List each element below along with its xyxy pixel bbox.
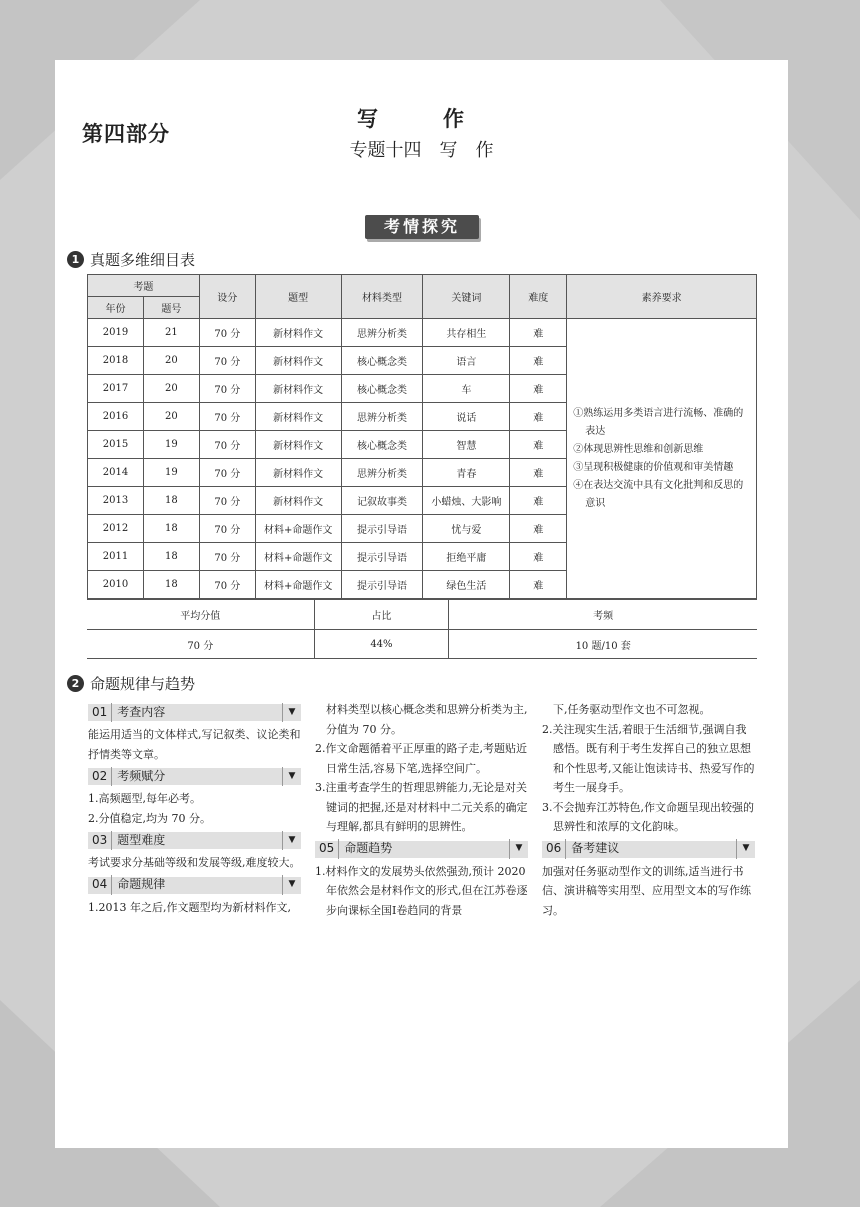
box-title: 考频赋分 [117,768,166,783]
table-row [88,319,757,347]
cell-material: 思辨分析类 [341,459,423,487]
cell-year: 2014 [88,459,144,487]
summary-value: 44% [314,630,449,659]
cell-type: 新材料作文 [255,319,341,347]
document-page [55,60,788,1148]
table-header: 题型 [255,275,341,319]
cell-score: 70 分 [199,543,255,571]
box-number: 01 [88,703,112,723]
page-subtitle: 专题十四 写 作 [349,140,494,161]
box-line: 2.分值稳定,均为 70 分。 [88,811,211,825]
cell-type: 材料+命题作文 [255,571,341,599]
box-line: 1.2013 年之后,作文题型均为新材料作文, [88,900,291,914]
cell-difficulty: 难 [510,571,567,599]
chevron-down-icon: ▼ [282,875,301,895]
cell-keyword: 忧与爱 [423,515,510,543]
cell-year: 2016 [88,403,144,431]
cell-keyword: 语言 [423,347,510,375]
cell-year: 2013 [88,487,144,515]
section-number-badge: 2 [67,675,84,692]
cell-number: 21 [143,319,199,347]
chevron-down-icon: ▼ [282,831,301,851]
table-header: 设分 [199,275,255,319]
cell-number: 20 [143,403,199,431]
cell-difficulty: 难 [510,375,567,403]
cell-year: 2011 [88,543,144,571]
section-2-heading [67,673,195,694]
cell-keyword: 说话 [423,403,510,431]
cell-number: 20 [143,375,199,403]
cell-keyword: 拒绝平庸 [423,543,510,571]
cell-year: 2017 [88,375,144,403]
summary-table [87,599,757,659]
cell-score: 70 分 [199,459,255,487]
cell-material: 思辨分析类 [341,403,423,431]
section-1-title: 真题多维细目表 [90,251,196,269]
cell-score: 70 分 [199,487,255,515]
box-title: 命题规律 [117,877,166,892]
box-line: 下,任务驱动型作文也不可忽视。 [553,703,711,716]
box-line: 3.不会抛弃江苏特色,作文命题呈现出较强的思辨性和浓厚的文化韵味。 [542,800,754,833]
box-title: 题型难度 [117,832,166,847]
cell-difficulty: 难 [510,459,567,487]
chevron-down-icon: ▼ [282,767,301,787]
cell-material: 核心概念类 [341,347,423,375]
cell-year: 2015 [88,431,144,459]
table-subheader: 题号 [143,297,199,319]
cell-difficulty: 难 [510,347,567,375]
section-number-badge: 1 [67,251,84,268]
requirement-item: ②体现思辨性思维和创新思维 [573,443,704,455]
cell-score: 70 分 [199,515,255,543]
summary-value: 70 分 [87,630,314,659]
summary-value: 10 题/10 套 [449,630,757,659]
box-number: 02 [88,767,112,787]
column-1 [88,704,301,917]
cell-score: 70 分 [199,571,255,599]
cell-type: 新材料作文 [255,431,341,459]
box-text: 考试要求分基础等级和发展等级,难度较大。 [88,856,301,869]
cell-keyword: 青春 [423,459,510,487]
cell-type: 材料+命题作文 [255,515,341,543]
table-header: 素养要求 [567,275,757,319]
box-header-02 [88,768,301,785]
cell-material: 思辨分析类 [341,319,423,347]
requirement-item: ④在表达交流中具有文化批判和反思的意识 [573,479,744,509]
chevron-down-icon: ▼ [509,839,528,859]
cell-number: 19 [143,459,199,487]
box-number: 03 [88,831,112,851]
table-header: 难度 [510,275,567,319]
cell-number: 18 [143,571,199,599]
chevron-down-icon: ▼ [282,703,301,723]
cell-material: 提示引导语 [341,543,423,571]
chevron-down-icon: ▼ [736,839,755,859]
cell-keyword: 绿色生活 [423,571,510,599]
cell-difficulty: 难 [510,403,567,431]
cell-material: 核心概念类 [341,431,423,459]
cell-material: 核心概念类 [341,375,423,403]
cell-keyword: 车 [423,375,510,403]
page-title: 写 作 [357,107,486,131]
cell-number: 19 [143,431,199,459]
cell-score: 70 分 [199,375,255,403]
cell-type: 新材料作文 [255,459,341,487]
box-text: 加强对任务驱动型作文的训练,适当进行书信、演讲稿等实用型、应用型文本的写作练习。 [542,864,751,917]
column-2 [315,700,528,920]
exam-detail-table [87,274,757,599]
cell-score: 70 分 [199,347,255,375]
cell-year: 2018 [88,347,144,375]
column-3 [542,700,755,924]
cell-year: 2019 [88,319,144,347]
cell-type: 新材料作文 [255,487,341,515]
table-subheader: 年份 [88,297,144,319]
box-text: 能运用适当的文体样式,写记叙类、议论类和抒情类等文章。 [88,728,301,761]
cell-difficulty: 难 [510,487,567,515]
cell-year: 2010 [88,571,144,599]
requirement-item: ③呈现积极健康的价值观和审美情趣 [573,461,734,473]
box-header-05 [315,841,528,858]
summary-header: 平均分值 [87,600,314,630]
box-line: 材料类型以核心概念类和思辨分析类为主,分值为 70 分。 [326,703,528,736]
box-header-03 [88,832,301,849]
cell-number: 18 [143,543,199,571]
cell-keyword: 小蜡烛、大影响 [423,487,510,515]
box-number: 06 [542,839,566,859]
section-banner: 考情探究 [365,215,479,239]
box-header-01 [88,704,301,721]
part-label: 第四部分 [82,122,170,146]
box-line: 2.关注现实生活,着眼于生活细节,强调自我感悟。既有利于考生发挥自己的独立思想和个性思考,又能让饱读诗书、热爱写作的考生一展身手。 [542,722,755,794]
box-header-06 [542,841,755,858]
cell-number: 18 [143,487,199,515]
cell-difficulty: 难 [510,431,567,459]
cell-difficulty: 难 [510,319,567,347]
box-line: 1.高频题型,每年必考。 [88,792,201,805]
requirements-cell [567,319,757,599]
summary-header: 考频 [449,600,757,630]
box-header-04 [88,877,301,894]
box-line: 1.材料作文的发展势头依然强劲,预计 2020 年依然会是材料作文的形式,但在江苏卷逐步向课标全国Ⅰ卷趋同的背景 [315,864,528,917]
cell-type: 新材料作文 [255,347,341,375]
box-title: 备考建议 [571,841,620,856]
requirement-item: ①熟练运用多类语言进行流畅、准确的表达 [573,407,744,437]
cell-type: 材料+命题作文 [255,543,341,571]
cell-material: 提示引导语 [341,515,423,543]
box-number: 04 [88,875,112,895]
cell-difficulty: 难 [510,515,567,543]
box-title: 命题趋势 [344,841,393,856]
box-line: 2.作文命题循着平正厚重的路子走,考题贴近日常生活,容易下笔,选择空间广。 [315,742,527,775]
table-group-header: 考题 [88,275,200,297]
cell-material: 记叙故事类 [341,487,423,515]
box-title: 考查内容 [117,704,166,719]
table-header: 关键词 [423,275,510,319]
cell-difficulty: 难 [510,543,567,571]
box-line: 3.注重考查学生的哲理思辨能力,无论是对关键词的把握,还是对材料中二元关系的确定与理解,都具有鲜明的思辨性。 [315,781,528,833]
summary-header: 占比 [314,600,449,630]
cell-score: 70 分 [199,403,255,431]
section-2-title: 命题规律与趋势 [90,675,196,693]
cell-type: 新材料作文 [255,403,341,431]
cell-keyword: 智慧 [423,431,510,459]
cell-score: 70 分 [199,431,255,459]
cell-number: 20 [143,347,199,375]
box-number: 05 [315,839,339,859]
cell-keyword: 共存相生 [423,319,510,347]
cell-year: 2012 [88,515,144,543]
table-header: 材料类型 [341,275,423,319]
cell-number: 18 [143,515,199,543]
cell-type: 新材料作文 [255,375,341,403]
cell-score: 70 分 [199,319,255,347]
cell-material: 提示引导语 [341,571,423,599]
section-1-heading [67,249,195,270]
